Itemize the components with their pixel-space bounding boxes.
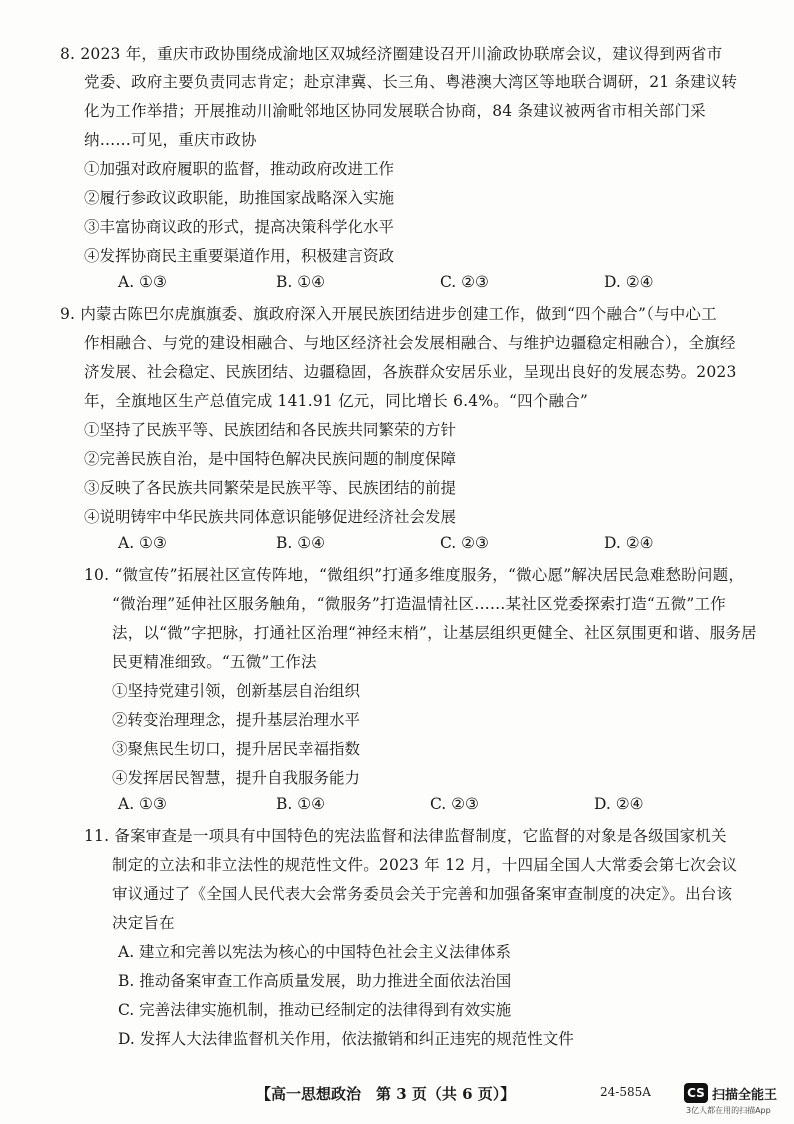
question-9-item-1: ①坚持了民族平等、民族团结和各民族共同繁荣的方针 <box>84 421 457 439</box>
camscanner-logo-icon: CS <box>684 1083 708 1103</box>
question-8-item-1: ①加强对政府履职的监督，推动政府改进工作 <box>84 160 395 178</box>
watermark-label: 扫描全能王 <box>712 1088 778 1103</box>
question-8-item-3: ③丰富协商议政的形式，提高决策科学化水平 <box>84 218 395 236</box>
question-11-line-1: 11. 备案审查是一项具有中国特色的宪法监督和法律监督制度，它监督的对象是各级国家机关 <box>84 827 727 845</box>
choice-a[interactable]: A. ①③ <box>118 534 167 552</box>
question-9-line-1: 9. 内蒙古陈巴尔虎旗旗委、旗政府深入开展民族团结进步创建工作，做到“四个融合”（与中心工 <box>60 305 717 323</box>
choice-a[interactable]: A. ①③ <box>118 795 167 813</box>
question-11-choice-a[interactable]: A. 建立和完善以宪法为核心的中国特色社会主义法律体系 <box>118 943 512 961</box>
choice-b[interactable]: B. ①④ <box>276 534 326 552</box>
choice-d[interactable]: D. ②④ <box>604 534 654 552</box>
question-10-line-4: 民更精准细致。“五微”工作法 <box>112 653 317 671</box>
watermark-subtext: 3亿人都在用的扫描App <box>686 1106 771 1115</box>
question-9-item-4: ④说明铸牢中华民族共同体意识能够促进经济社会发展 <box>84 508 457 526</box>
question-10-line-3: 法，以“微”字把脉，打通社区治理“神经末梢”，让基层组织更健全、社区氛围更和谐、服务居 <box>112 624 757 642</box>
choice-d[interactable]: D. ②④ <box>604 273 654 291</box>
question-9-line-2: 作相融合、与党的建设相融合、与地区经济社会发展相融合、与维护边疆稳定相融合），全旗经 <box>84 334 736 352</box>
choice-b[interactable]: B. ①④ <box>276 273 326 291</box>
question-11-choice-b[interactable]: B. 推动备案审查工作高质量发展，助力推进全面依法治国 <box>118 972 512 990</box>
question-10-item-4: ④发挥居民智慧，提升自我服务能力 <box>112 769 361 787</box>
question-9-line-3: 济发展、社会稳定、民族团结、边疆稳固，各族群众安居乐业，呈现出良好的发展态势。2023 <box>84 363 737 381</box>
question-10-line-1: 10. “微宣传”拓展社区宣传阵地，“微组织”打通多维度服务，“微心愿”解决居民急难愁盼问题， <box>84 566 745 584</box>
question-8-line-3: 化为工作举措；开展推动川渝毗邻地区协同发展联合协商，84 条建议被两省市相关部门采 <box>84 102 706 120</box>
question-8-line-4: 纳……可见，重庆市政协 <box>84 131 257 149</box>
question-11-choice-c[interactable]: C. 完善法律实施机制，推动已经制定的法律得到有效实施 <box>118 1001 512 1019</box>
choice-b[interactable]: B. ①④ <box>276 795 326 813</box>
choice-c[interactable]: C. ②③ <box>430 795 479 813</box>
footer-page-info: 【高一思想政治 第 3 页（共 6 页）】 <box>256 1085 516 1103</box>
question-10-item-3: ③聚焦民生切口，提升居民幸福指数 <box>112 740 361 758</box>
question-8-item-2: ②履行参政议政职能，助推国家战略深入实施 <box>84 189 395 207</box>
choice-a[interactable]: A. ①③ <box>118 273 167 291</box>
choice-c[interactable]: C. ②③ <box>440 534 489 552</box>
question-10-item-2: ②转变治理理念，提升基层治理水平 <box>112 711 361 729</box>
question-9-item-3: ③反映了各民族共同繁荣是民族平等、民族团结的前提 <box>84 479 457 497</box>
question-11-line-3: 审议通过了《全国人民代表大会常务委员会关于完善和加强备案审查制度的决定》。出台该 <box>112 885 733 903</box>
question-9-line-4: 年，全旗地区生产总值完成 141.91 亿元，同比增长 6.4%。“四个融合” <box>84 392 589 410</box>
choice-d[interactable]: D. ②④ <box>594 795 644 813</box>
question-8-item-4: ④发挥协商民主重要渠道作用，积极建言资政 <box>84 247 395 265</box>
choice-c[interactable]: C. ②③ <box>440 273 489 291</box>
question-11-line-4: 决定旨在 <box>112 914 175 932</box>
page-footer <box>0 1083 794 1123</box>
question-10-line-2: “微治理”延伸社区服务触角，“微服务”打造温情社区……某社区党委探索打造“五微”工作 <box>112 595 726 613</box>
question-8-line-2: 党委、政府主要负责同志肯定；赴京津冀、长三角、粤港澳大湾区等地联合调研，21 条建议转 <box>84 73 738 91</box>
question-11-choice-d[interactable]: D. 发挥人大法律监督机关作用，依法撤销和纠正违宪的规范性文件 <box>118 1030 574 1048</box>
question-10-item-1: ①坚持党建引领，创新基层自治组织 <box>112 682 361 700</box>
question-9-item-2: ②完善民族自治，是中国特色解决民族问题的制度保障 <box>84 450 457 468</box>
footer-exam-code: 24-585A <box>600 1085 651 1099</box>
question-8-line-1: 8. 2023 年，重庆市政协围绕成渝地区双城经济圈建设召开川渝政协联席会议，建议得到两省市 <box>60 45 723 63</box>
question-11-line-2: 制定的立法和非立法性的规范性文件。2023 年 12 月，十四届全国人大常委会第七次会议 <box>112 856 738 874</box>
